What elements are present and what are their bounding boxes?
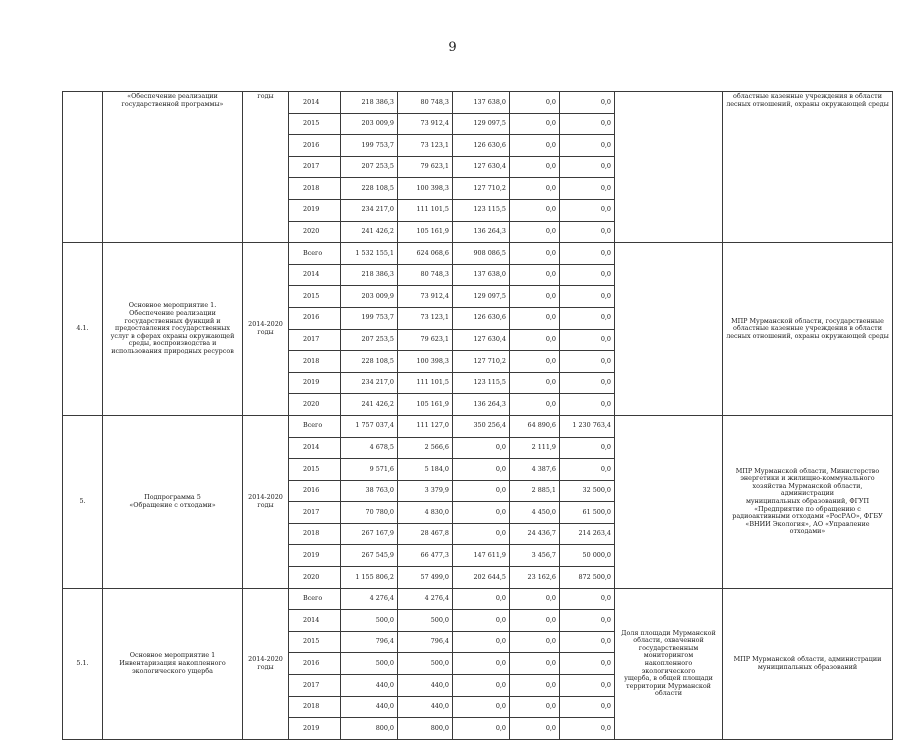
program-funding-table	[62, 91, 893, 740]
amount-cell: 228 108,5	[341, 178, 398, 200]
amount-cell: 0,0	[453, 502, 510, 524]
amount-cell: 0,0	[510, 718, 560, 740]
amount-cell: 0,0	[510, 178, 560, 200]
amount-cell: 0,0	[510, 156, 560, 178]
item-number-cell: 5.1.	[63, 588, 103, 739]
amount-cell: 137 638,0	[453, 264, 510, 286]
item-number-cell: 5.	[63, 415, 103, 588]
amount-cell: 5 184,0	[398, 459, 453, 481]
amount-cell: 0,0	[560, 221, 615, 243]
amount-cell: 126 630,6	[453, 135, 510, 157]
amount-cell: 0,0	[560, 459, 615, 481]
year-cell: Всего	[289, 415, 341, 437]
amount-cell: 214 263,4	[560, 523, 615, 545]
amount-cell: 79 623,1	[398, 329, 453, 351]
amount-cell: 0,0	[510, 588, 560, 610]
amount-cell: 73 912,4	[398, 113, 453, 135]
amount-cell: 0,0	[560, 437, 615, 459]
amount-cell: 218 386,3	[341, 92, 398, 114]
amount-cell: 64 890,6	[510, 415, 560, 437]
amount-cell: 0,0	[560, 113, 615, 135]
amount-cell: 872 500,0	[560, 567, 615, 589]
amount-cell: 440,0	[398, 696, 453, 718]
year-cell: 2018	[289, 351, 341, 373]
year-cell: 2016	[289, 307, 341, 329]
amount-cell: 796,4	[341, 631, 398, 653]
amount-cell: 66 477,3	[398, 545, 453, 567]
amount-cell: 0,0	[560, 264, 615, 286]
amount-cell: 0,0	[510, 653, 560, 675]
amount-cell: 203 009,9	[341, 113, 398, 135]
period-cell: 2014-2020 годы	[243, 243, 289, 416]
item-name-cell: Основное мероприятие 1. Обеспечение реализации государственных функций и предоставления государственных услуг в сферах охраны окружающей среды, воспроизводства и использования природных ресурсов	[103, 243, 243, 416]
amount-cell: 267 545,9	[341, 545, 398, 567]
amount-cell: 73 123,1	[398, 307, 453, 329]
year-cell: 2016	[289, 480, 341, 502]
amount-cell: 624 068,6	[398, 243, 453, 265]
year-cell: 2014	[289, 610, 341, 632]
amount-cell: 57 499,0	[398, 567, 453, 589]
year-cell: 2014	[289, 92, 341, 114]
amount-cell: 0,0	[510, 307, 560, 329]
amount-cell: 2 111,9	[510, 437, 560, 459]
item-name-cell: Основное мероприятие 1 Инвентаризация накопленного экологического ущерба	[103, 588, 243, 739]
amount-cell: 0,0	[510, 221, 560, 243]
amount-cell: 1 230 763,4	[560, 415, 615, 437]
amount-cell: 0,0	[510, 199, 560, 221]
amount-cell: 0,0	[560, 653, 615, 675]
year-cell: 2016	[289, 653, 341, 675]
amount-cell: 147 611,9	[453, 545, 510, 567]
amount-cell: 440,0	[398, 675, 453, 697]
amount-cell: 73 123,1	[398, 135, 453, 157]
table-row	[63, 243, 893, 265]
amount-cell: 0,0	[560, 718, 615, 740]
amount-cell: 241 426,2	[341, 394, 398, 416]
amount-cell: 1 155 806,2	[341, 567, 398, 589]
year-cell: 2017	[289, 329, 341, 351]
amount-cell: 199 753,7	[341, 135, 398, 157]
amount-cell: 0,0	[453, 610, 510, 632]
amount-cell: 80 748,3	[398, 264, 453, 286]
period-cell: годы	[243, 92, 289, 243]
amount-cell: 228 108,5	[341, 351, 398, 373]
amount-cell: 0,0	[560, 286, 615, 308]
table-row	[63, 588, 893, 610]
amount-cell: 234 217,0	[341, 372, 398, 394]
year-cell: 2014	[289, 437, 341, 459]
year-cell: Всего	[289, 243, 341, 265]
item-number-cell: 4.1.	[63, 243, 103, 416]
amount-cell: 24 436,7	[510, 523, 560, 545]
amount-cell: 38 763,0	[341, 480, 398, 502]
amount-cell: 127 630,4	[453, 329, 510, 351]
amount-cell: 0,0	[510, 372, 560, 394]
executor-cell: МПР Мурманской области, администрации муниципальных образований	[723, 588, 893, 739]
amount-cell: 4 678,5	[341, 437, 398, 459]
amount-cell: 0,0	[560, 199, 615, 221]
item-name-cell: Подпрограмма 5 «Обращение с отходами»	[103, 415, 243, 588]
year-cell: 2019	[289, 372, 341, 394]
amount-cell: 0,0	[510, 696, 560, 718]
amount-cell: 0,0	[453, 437, 510, 459]
amount-cell: 908 086,5	[453, 243, 510, 265]
year-cell: 2015	[289, 631, 341, 653]
amount-cell: 4 276,4	[398, 588, 453, 610]
amount-cell: 137 638,0	[453, 92, 510, 114]
amount-cell: 0,0	[510, 351, 560, 373]
year-cell: 2016	[289, 135, 341, 157]
amount-cell: 0,0	[560, 372, 615, 394]
result-indicator-cell	[615, 243, 723, 416]
amount-cell: 50 000,0	[560, 545, 615, 567]
year-cell: Всего	[289, 588, 341, 610]
amount-cell: 2 566,6	[398, 437, 453, 459]
amount-cell: 0,0	[560, 329, 615, 351]
result-indicator-cell: Доля площади Мурманской области, охваченной государственным мониторингом накопленного экологического ущерба, в общей площади территории Мурманской области	[615, 588, 723, 739]
year-cell: 2020	[289, 221, 341, 243]
amount-cell: 23 162,6	[510, 567, 560, 589]
amount-cell: 73 912,4	[398, 286, 453, 308]
amount-cell: 111 127,0	[398, 415, 453, 437]
amount-cell: 800,0	[398, 718, 453, 740]
amount-cell: 500,0	[341, 653, 398, 675]
amount-cell: 203 009,9	[341, 286, 398, 308]
table-body	[63, 92, 893, 740]
executor-cell: областные казенные учреждения в области лесных отношений, охраны окружающей среды	[723, 92, 893, 243]
amount-cell: 800,0	[341, 718, 398, 740]
amount-cell: 1 757 037,4	[341, 415, 398, 437]
amount-cell: 202 644,5	[453, 567, 510, 589]
amount-cell: 0,0	[453, 696, 510, 718]
page-number: 9	[448, 40, 457, 55]
amount-cell: 207 253,5	[341, 156, 398, 178]
year-cell: 2017	[289, 502, 341, 524]
amount-cell: 0,0	[510, 631, 560, 653]
amount-cell: 0,0	[560, 588, 615, 610]
amount-cell: 111 101,5	[398, 199, 453, 221]
amount-cell: 3 379,9	[398, 480, 453, 502]
amount-cell: 796,4	[398, 631, 453, 653]
amount-cell: 0,0	[510, 113, 560, 135]
year-cell: 2017	[289, 675, 341, 697]
result-indicator-cell	[615, 92, 723, 243]
amount-cell: 0,0	[560, 307, 615, 329]
year-cell: 2020	[289, 567, 341, 589]
amount-cell: 0,0	[560, 178, 615, 200]
amount-cell: 0,0	[560, 610, 615, 632]
amount-cell: 136 264,3	[453, 221, 510, 243]
item-number-cell	[63, 92, 103, 243]
amount-cell: 350 256,4	[453, 415, 510, 437]
amount-cell: 3 456,7	[510, 545, 560, 567]
amount-cell: 61 500,0	[560, 502, 615, 524]
year-cell: 2019	[289, 545, 341, 567]
amount-cell: 0,0	[560, 675, 615, 697]
amount-cell: 100 398,3	[398, 178, 453, 200]
amount-cell: 0,0	[453, 631, 510, 653]
amount-cell: 500,0	[341, 610, 398, 632]
amount-cell: 9 571,6	[341, 459, 398, 481]
year-cell: 2015	[289, 459, 341, 481]
amount-cell: 127 630,4	[453, 156, 510, 178]
amount-cell: 126 630,6	[453, 307, 510, 329]
amount-cell: 0,0	[453, 523, 510, 545]
year-cell: 2018	[289, 696, 341, 718]
amount-cell: 28 467,8	[398, 523, 453, 545]
year-cell: 2018	[289, 523, 341, 545]
amount-cell: 0,0	[560, 156, 615, 178]
amount-cell: 129 097,5	[453, 286, 510, 308]
amount-cell: 129 097,5	[453, 113, 510, 135]
item-name-cell: «Обеспечение реализации государственной программы»	[103, 92, 243, 243]
executor-cell: МПР Мурманской области, Министерство энергетики и жилищно-коммунального хозяйства Мурманской области, администрации муниципальных образований, ФГУП «Предприятие по обращению с радиоактивными отходами «РосРАО», ФГБУ «ВНИИ Экология», АО «Управление отходами»	[723, 415, 893, 588]
period-cell: 2014-2020 годы	[243, 588, 289, 739]
table-row	[63, 415, 893, 437]
amount-cell: 0,0	[453, 480, 510, 502]
amount-cell: 0,0	[453, 675, 510, 697]
period-cell: 2014-2020 годы	[243, 415, 289, 588]
amount-cell: 2 885,1	[510, 480, 560, 502]
amount-cell: 4 450,0	[510, 502, 560, 524]
amount-cell: 241 426,2	[341, 221, 398, 243]
amount-cell: 267 167,9	[341, 523, 398, 545]
amount-cell: 4 276,4	[341, 588, 398, 610]
year-cell: 2019	[289, 718, 341, 740]
amount-cell: 105 161,9	[398, 394, 453, 416]
year-cell: 2015	[289, 286, 341, 308]
amount-cell: 500,0	[398, 653, 453, 675]
amount-cell: 0,0	[510, 243, 560, 265]
amount-cell: 32 500,0	[560, 480, 615, 502]
amount-cell: 0,0	[510, 135, 560, 157]
amount-cell: 0,0	[510, 264, 560, 286]
amount-cell: 0,0	[560, 696, 615, 718]
amount-cell: 80 748,3	[398, 92, 453, 114]
amount-cell: 127 710,2	[453, 351, 510, 373]
amount-cell: 1 532 155,1	[341, 243, 398, 265]
amount-cell: 4 830,0	[398, 502, 453, 524]
year-cell: 2018	[289, 178, 341, 200]
result-indicator-cell	[615, 415, 723, 588]
amount-cell: 440,0	[341, 696, 398, 718]
amount-cell: 207 253,5	[341, 329, 398, 351]
amount-cell: 70 780,0	[341, 502, 398, 524]
amount-cell: 100 398,3	[398, 351, 453, 373]
amount-cell: 440,0	[341, 675, 398, 697]
table-row	[63, 92, 893, 114]
amount-cell: 105 161,9	[398, 221, 453, 243]
amount-cell: 0,0	[453, 588, 510, 610]
amount-cell: 0,0	[510, 610, 560, 632]
amount-cell: 0,0	[560, 631, 615, 653]
amount-cell: 136 264,3	[453, 394, 510, 416]
amount-cell: 234 217,0	[341, 199, 398, 221]
amount-cell: 0,0	[560, 135, 615, 157]
year-cell: 2014	[289, 264, 341, 286]
year-cell: 2015	[289, 113, 341, 135]
amount-cell: 218 386,3	[341, 264, 398, 286]
amount-cell: 500,0	[398, 610, 453, 632]
amount-cell: 0,0	[560, 92, 615, 114]
amount-cell: 123 115,5	[453, 372, 510, 394]
year-cell: 2020	[289, 394, 341, 416]
amount-cell: 0,0	[560, 351, 615, 373]
amount-cell: 0,0	[510, 286, 560, 308]
year-cell: 2019	[289, 199, 341, 221]
amount-cell: 0,0	[453, 718, 510, 740]
amount-cell: 0,0	[560, 243, 615, 265]
amount-cell: 0,0	[510, 394, 560, 416]
amount-cell: 0,0	[560, 394, 615, 416]
amount-cell: 79 623,1	[398, 156, 453, 178]
amount-cell: 0,0	[510, 92, 560, 114]
amount-cell: 199 753,7	[341, 307, 398, 329]
amount-cell: 4 387,6	[510, 459, 560, 481]
amount-cell: 0,0	[453, 459, 510, 481]
amount-cell: 0,0	[453, 653, 510, 675]
executor-cell: МПР Мурманской области, государственные областные казенные учреждения в области лесных отношений, охраны окружающей среды	[723, 243, 893, 416]
amount-cell: 123 115,5	[453, 199, 510, 221]
amount-cell: 111 101,5	[398, 372, 453, 394]
amount-cell: 0,0	[510, 675, 560, 697]
amount-cell: 127 710,2	[453, 178, 510, 200]
year-cell: 2017	[289, 156, 341, 178]
amount-cell: 0,0	[510, 329, 560, 351]
